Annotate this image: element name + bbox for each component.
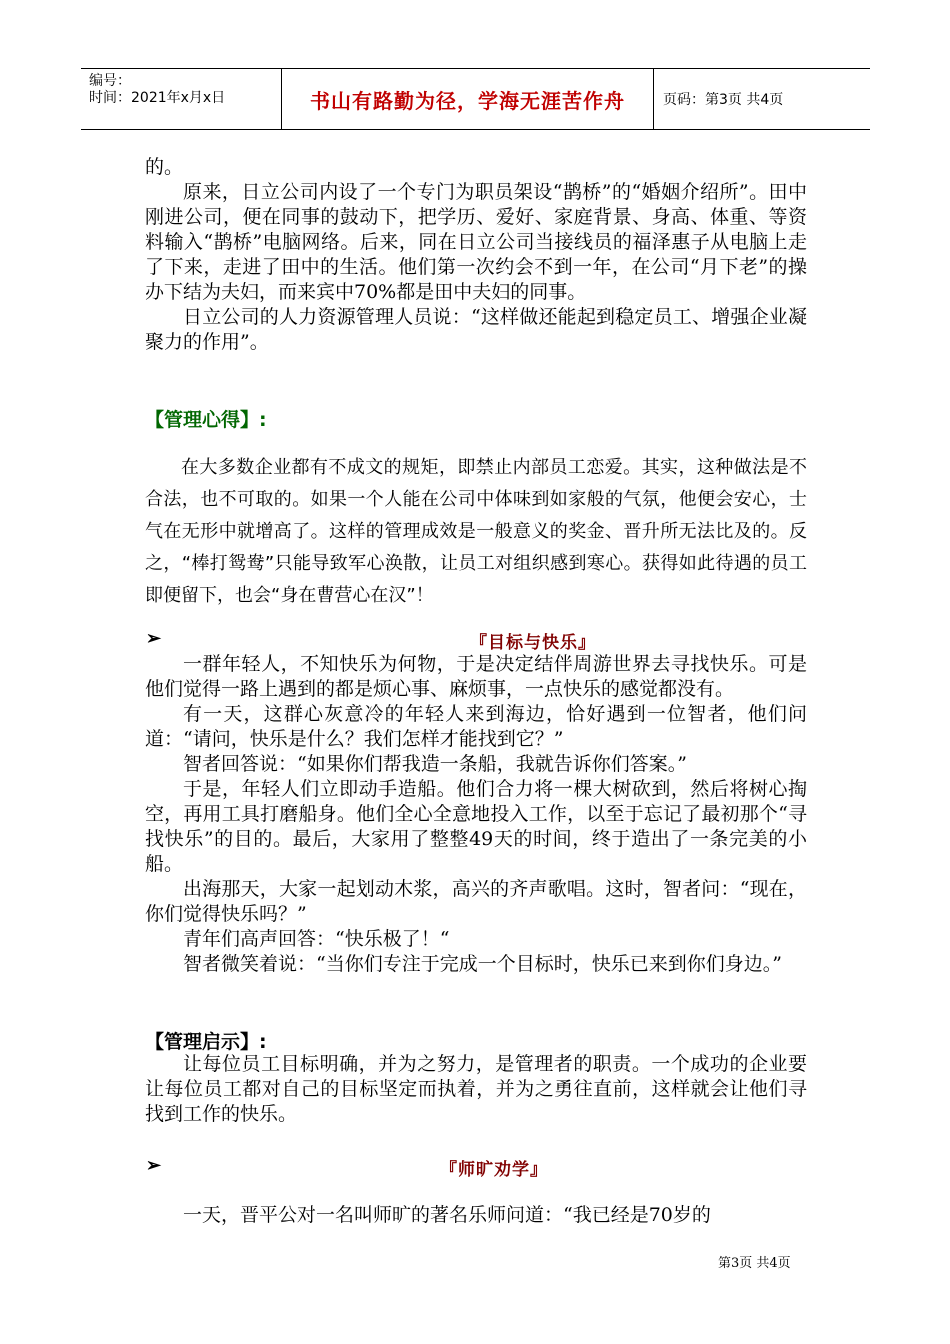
header-page-cell: [653, 69, 870, 129]
paragraph: 于是，年轻人们立即动手造船。他们合力将一棵大树砍到，然后将树心掏空，再用工具打磨船身。他们全心全意地投入工作，以至于忘记了最初那个“寻找快乐”的目的。最后，大家用了整整49天的时间，终于造出了一条完美的小船。: [145, 778, 807, 875]
paragraph: 一天，晋平公对一名叫师旷的著名乐师问道：“我已经是70岁的: [183, 1204, 711, 1226]
paragraph: 日立公司的人力资源管理人员说：“这样做还能起到稳定员工、增强企业凝聚力的作用”。: [145, 306, 807, 353]
page-footer: 第3页 共4页: [718, 1256, 791, 1271]
insight-label: 【管理心得】:: [145, 409, 267, 431]
paragraph: 一群年轻人，不知快乐为何物，于是决定结伴周游世界去寻找快乐。可是他们觉得一路上遇到的都是烦心事、麻烦事，一点快乐的感觉都没有。: [145, 653, 807, 700]
paragraph: 原来，日立公司内设了一个专门为职员架设“鹊桥”的“婚姻介绍所”。田中刚进公司，便在同事的鼓动下，把学历、爱好、家庭背景、身高、体重、等资料输入“鹊桥”电脑网络。后来，同在日立公司当接线员的福泽惠子从电脑上走了下来，走进了田中的生活。他们第一次约会不到一年，在公司“月下老”的操办下结为夫妇，而来宾中70%都是田中夫妇的同事。: [145, 181, 807, 303]
page-header: [81, 68, 870, 130]
header-page-number: 页码：第3页 共4页: [663, 92, 784, 108]
document-time-label: 时间：2021年x月x日: [89, 90, 226, 106]
header-motto-cell: [281, 69, 654, 129]
arrow-bullet-icon: ➢: [146, 1155, 162, 1176]
section-title: 『目标与快乐』: [470, 633, 596, 653]
paragraph: 在大多数企业都有不成文的规矩，即禁止内部员工恋爱。其实，这种做法是不合法，也不可取的。如果一个人能在公司中体味到如家般的气氛，他便会安心，士气在无形中就增高了。这样的管理成效是一般意义的奖金、晋升所无法比及的。反之，“棒打鸳鸯”只能导致军心涣散，让员工对组织感到寒心。获得如此待遇的员工即便留下，也会“身在曹营心在汉”！: [145, 457, 807, 606]
section3-body: [145, 1203, 807, 1228]
insight-label: 【管理启示】:: [145, 1031, 267, 1053]
header-motto: 书山有路勤为径，学海无涯苦作舟: [310, 88, 625, 113]
section2-insight: [145, 1052, 807, 1127]
paragraph: 出海那天，大家一起划动木浆，高兴的齐声歌唱。这时，智者问：“现在，你们觉得快乐吗？”: [145, 878, 807, 925]
arrow-bullet-icon: ➢: [146, 628, 162, 649]
section-title: 『师旷劝学』: [440, 1160, 548, 1180]
header-meta-cell: [81, 69, 281, 129]
section1-body: [145, 155, 807, 355]
paragraph: 有一天，这群心灰意冷的年轻人来到海边，恰好遇到一位智者，他们问道：“请问，快乐是什么？我们怎样才能找到它？”: [145, 703, 807, 750]
paragraph: 让每位员工目标明确，并为之努力，是管理者的职责。一个成功的企业要让每位员工都对自己的目标坚定而执着，并为之勇往直前，这样就会让他们寻找到工作的快乐。: [145, 1053, 807, 1125]
paragraph: 智者微笑着说：“当你们专注于完成一个目标时，快乐已来到你们身边。”: [183, 953, 782, 975]
paragraph: 青年们高声回答：“快乐极了！“: [183, 928, 450, 950]
paragraph: 智者回答说：“如果你们帮我造一条船，我就告诉你们答案。”: [183, 753, 687, 775]
section2-body: [145, 652, 807, 977]
section1-insight: [145, 452, 807, 612]
paragraph: 的。: [145, 156, 184, 178]
document-number-label: 编号：: [89, 73, 131, 89]
